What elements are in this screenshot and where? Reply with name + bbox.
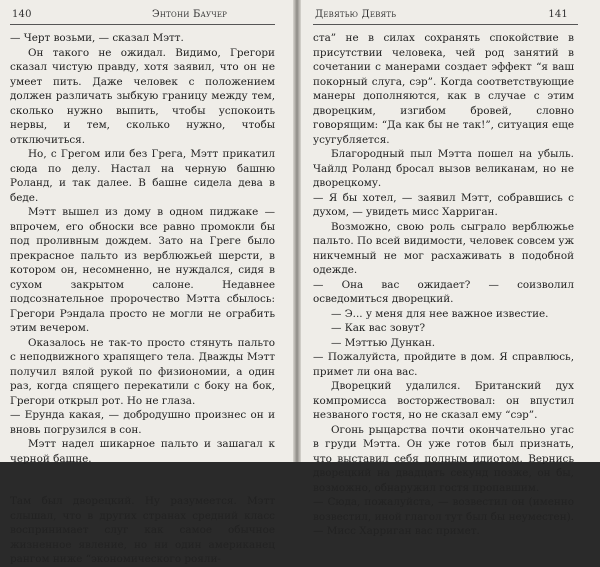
left-page	[0, 0, 293, 565]
right-header-rule	[313, 24, 578, 25]
paragraph: — Сюда, пожалуйста, — возвестил он (именно возвестил, иной глагол тут был бы неуместен). — Мисс Харриган вас примет.	[313, 496, 574, 537]
paragraph: — Я бы хотел, — заявил Мэтт, собравшись с духом, — увидеть мисс Харриган.	[313, 191, 574, 218]
paragraph: — Как вас зовут?	[331, 322, 426, 334]
paragraph: Он такого не ожидал. Видимо, Грегори сказал чистую правду, хотя заявил, что он не умеет пить. Даже человек с положением должен различать зыбкую границу между тем, сколько нужно выпить, чтобы успокоить нервы, и тем, сколько нужно, чтобы отключиться.	[10, 46, 275, 146]
paragraph: — Пожалуйста, пройдите в дом. Я справлюсь, примет ли она вас.	[313, 351, 574, 378]
paragraph: — Э... у меня для нее важное известие.	[331, 307, 549, 320]
paragraph: Огонь рыцарства почти окончательно угас в груди Мэтта. Он уже готов был признать, что выставил себя полным идиотом. Вернись дворецкий на двадцать секунд позже, он бы, возможно, обнаружил гостя пропавшим.	[313, 423, 574, 494]
right-page-text	[313, 31, 590, 539]
left-running-title: Энтони Баучер	[152, 9, 228, 20]
section-break	[10, 466, 275, 494]
book-gutter	[293, 0, 301, 462]
paragraph: Мэтт надел шикарное пальто и зашагал к черной башне.	[10, 438, 275, 465]
right-running-title: Девятью Девять	[315, 9, 397, 20]
paragraph: Дворецкий удалился. Британский дух компромисса восторжествовал: он впустил незваного гостя, но не сказал ему “сэр”.	[313, 380, 574, 421]
paragraph: — Мэттью Дункан.	[331, 336, 436, 349]
paragraph: — Черт возьми, — сказал Мэтт.	[10, 32, 184, 44]
left-page-header	[10, 8, 283, 22]
right-page-header	[313, 8, 590, 22]
paragraph: Мэтт вышел из дому в одном пиджаке — впрочем, его обноски все равно промокли бы под проливным дождем. Зато на Греге было прекрасное пальто из верблюжьей шерсти, в котором он, несомненно, не нуждался, сидя в сухом закрытом салоне. Недавнее подсознательное пророчество Мэтта сбылось: Грегори Рэндала просто не могли не ограбить этим вечером.	[10, 206, 275, 334]
paragraph: — Она вас ожидает? — соизволил осведомиться дворецкий.	[313, 278, 574, 305]
left-header-rule	[10, 24, 275, 25]
left-page-number: 140	[12, 9, 32, 20]
paragraph: Оказалось не так-то просто стянуть пальто с неподвижного храпящего тела. Дважды Мэтт получил вялой рукой по физиономии, а один раз, когда спящего перекатили с боку на бок, Грегори открыл рот. Но не глаза.	[10, 336, 275, 407]
paragraph: ста” не в силах сохранять спокойствие в присутствии человека, чей род занятий в сочетании с манерами создает эффект “я ваш покорный слуга, сэр”. Когда соответствующие манеры дополняются, как в случае с этим дворецким, изгибом бровей, словно говорящим: “Да как бы не так!”, ситуация еще усугубляется.	[313, 32, 574, 146]
paragraph: Но, с Грегом или без Грега, Мэтт прикатил сюда по делу. Настал на черную башню Роланд, и так далее. В башне сидела дева в беде.	[10, 148, 275, 204]
paragraph: Там был дворецкий. Ну разумеется. Мэтт слышал, что в других странах средний класс воспринимает слуг как самое обычное жизненное явление, но ни один американец рангом ниже “экономического рояли-	[10, 495, 275, 565]
right-page	[301, 0, 600, 537]
paragraph: — Ерунда какая, — добродушно произнес он и вновь погрузился в сон.	[10, 409, 275, 436]
paragraph: Возможно, свою роль сыграло верблюжье пальто. По всей видимости, человек совсем уж никчемный не мог расхаживать в подобной одежде.	[313, 220, 574, 276]
right-page-number: 141	[548, 9, 568, 20]
left-page-text	[10, 31, 283, 567]
paragraph: Благородный пыл Мэтта пошел на убыль. Чайлд Роланд бросал вызов великанам, но не дворецкому.	[313, 148, 574, 189]
